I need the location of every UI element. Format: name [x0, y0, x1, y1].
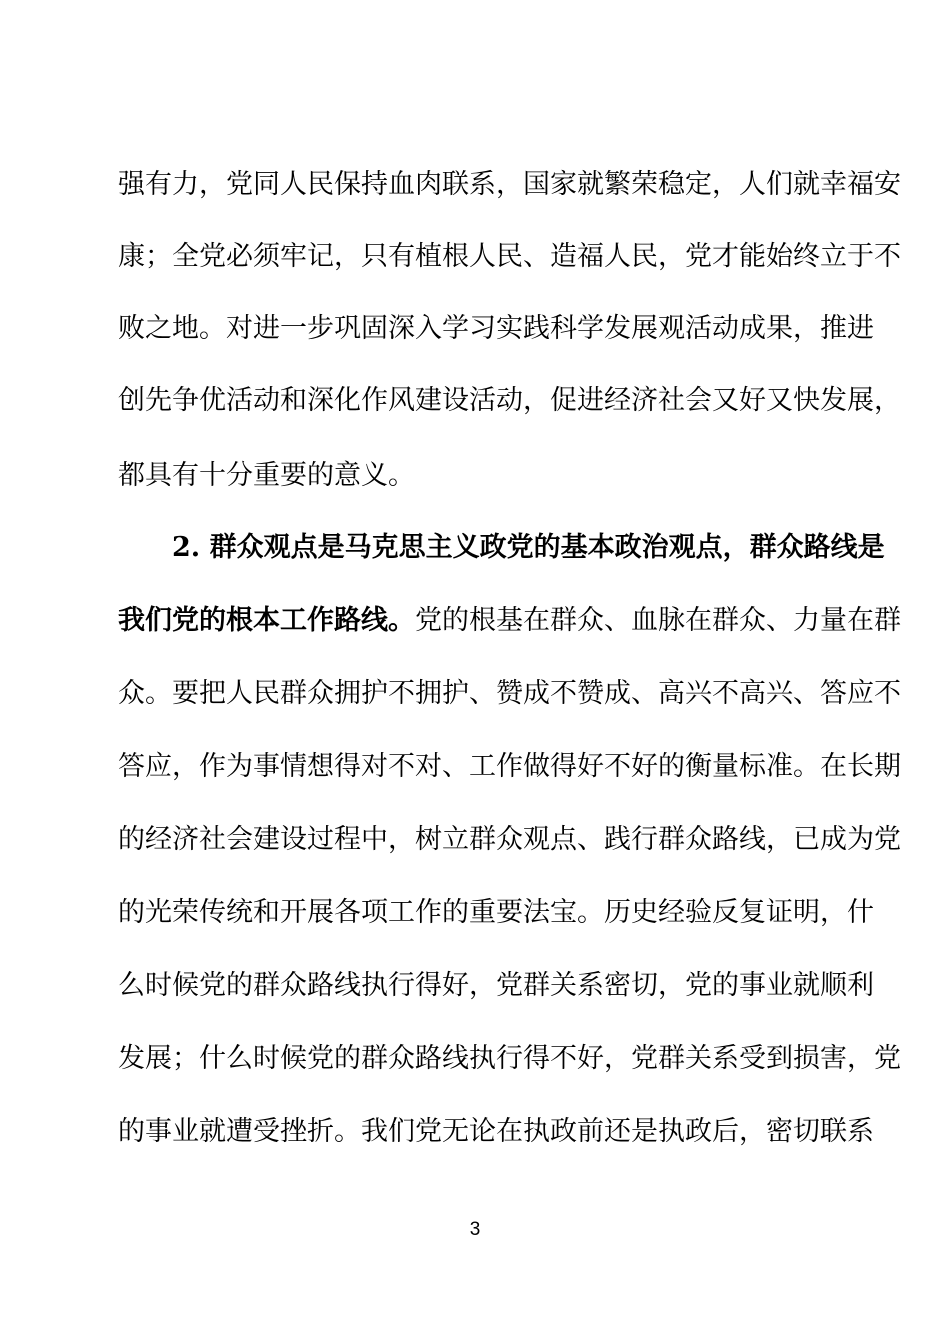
text-line-14: 的事业就遭受挫折。我们党无论在执政前还是执政后，密切联系 [118, 1116, 874, 1147]
text-line-12: 么时候党的群众路线执行得好，党群关系密切，党的事业就顺利 [118, 970, 874, 1001]
text-line-3: 败之地。对进一步巩固深入学习实践科学发展观活动成果，推进 [118, 313, 874, 344]
paragraph-text: 党的根基在群众、血脉在群众、力量在群 [415, 605, 901, 636]
section-heading-bold: 我们党的根本工作路线。 [118, 605, 415, 636]
text-line-2: 康；全党必须牢记，只有植根人民、造福人民，党才能始终立于不 [118, 241, 901, 272]
text-line-5: 都具有十分重要的意义。 [118, 460, 415, 491]
text-line-4: 创先争优活动和深化作风建设活动，促进经济社会又好又快发展， [118, 385, 901, 416]
text-line-9: 答应，作为事情想得对不对、工作做得好不好的衡量标准。在长期 [118, 751, 901, 782]
text-line-1: 强有力，党同人民保持血肉联系，国家就繁荣稳定，人们就幸福安 [118, 169, 901, 200]
text-line-8: 众。要把人民群众拥护不拥护、赞成不赞成、高兴不高兴、答应不 [118, 678, 901, 709]
text-line-11: 的光荣传统和开展各项工作的重要法宝。历史经验反复证明，什 [118, 897, 874, 928]
section-heading-line-1: 2. 群众观点是马克思主义政党的基本政治观点，群众路线是 [172, 532, 885, 563]
text-line-10: 的经济社会建设过程中，树立群众观点、践行群众路线，已成为党 [118, 824, 901, 855]
text-line-13: 发展；什么时候党的群众路线执行得不好，党群关系受到损害，党 [118, 1043, 901, 1074]
page-number: 3 [469, 1219, 481, 1240]
section-heading-line-2 [118, 603, 901, 639]
